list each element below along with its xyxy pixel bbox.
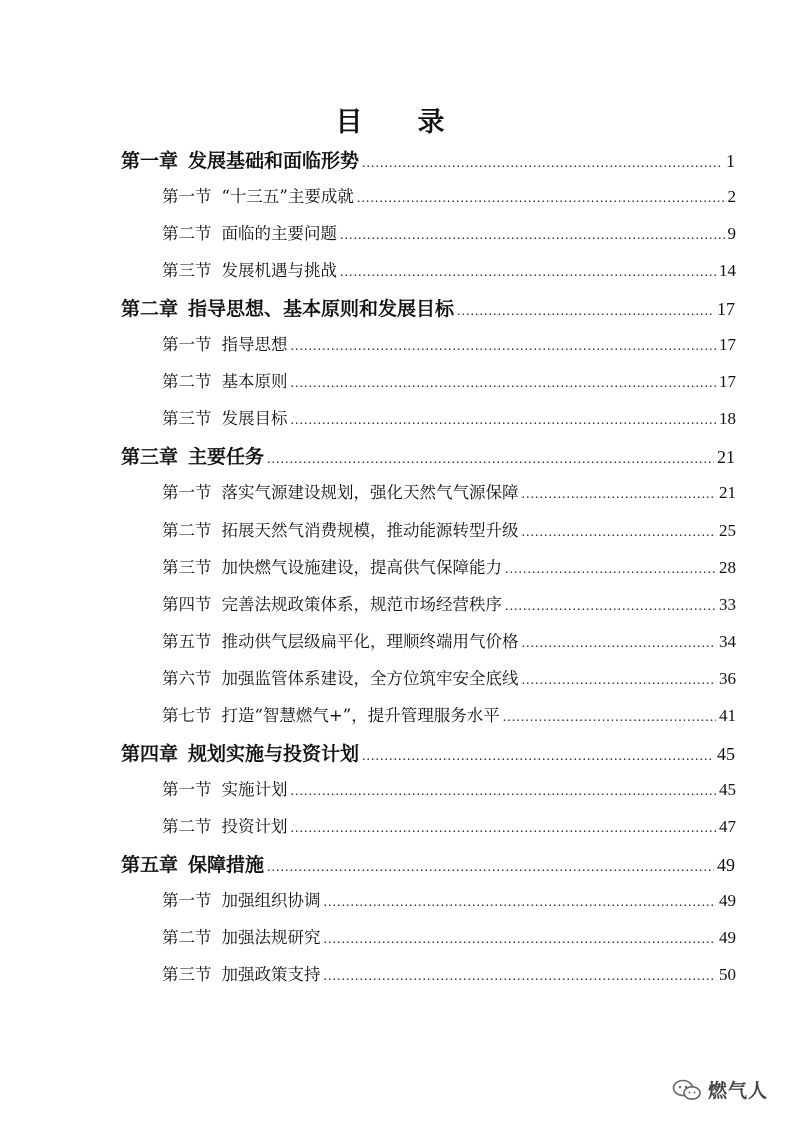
toc-section-row — [162, 183, 736, 213]
toc-entry-label — [162, 813, 288, 837]
toc-entry-label — [162, 961, 321, 985]
section-title: 拓展天然气消费规模，推动能源转型升级 — [221, 520, 519, 540]
section-title: 加强监管体系建设，全方位筑牢安全底线 — [221, 668, 519, 688]
section-title: 面临的主要问题 — [221, 224, 337, 244]
page-number: 33 — [719, 594, 736, 614]
page-number: 25 — [719, 520, 736, 540]
dot-leader — [362, 156, 723, 172]
section-title: 投资计划 — [221, 816, 288, 836]
dot-leader — [522, 636, 717, 652]
chapter-title: 主要任务 — [188, 446, 265, 469]
page-number: 50 — [719, 965, 736, 985]
section-number: 第一节 — [162, 187, 212, 207]
dot-leader — [291, 376, 717, 392]
toc-entry-label — [121, 739, 359, 766]
dot-leader — [357, 191, 725, 207]
section-title: 落实气源建设规划，强化天然气气源保障 — [221, 483, 519, 503]
dot-leader — [267, 860, 714, 876]
chapter-number: 第二章 — [121, 298, 179, 321]
page-number: 17 — [719, 372, 736, 392]
toc-section-row — [162, 479, 736, 509]
page-number: 34 — [719, 631, 736, 651]
page-title: 目 录 — [335, 107, 459, 138]
section-number: 第二节 — [162, 928, 212, 948]
chapter-number: 第五章 — [121, 853, 179, 876]
chapter-title: 保障措施 — [188, 853, 265, 876]
toc-section-row — [162, 591, 736, 621]
dot-leader — [522, 525, 717, 541]
section-title: 推动供气层级扁平化，理顺终端用气价格 — [221, 631, 519, 651]
toc-entry-label — [121, 850, 264, 877]
dot-leader — [522, 487, 717, 503]
dot-leader — [362, 749, 714, 765]
dot-leader — [522, 673, 717, 689]
toc-entry-label — [162, 517, 519, 541]
toc-entry-label — [121, 294, 454, 321]
page-number: 1 — [726, 151, 735, 171]
section-title: 指导思想 — [221, 335, 288, 355]
watermark-text: 燃气人 — [707, 1080, 768, 1102]
toc-section-row — [162, 628, 736, 658]
page-number: 41 — [719, 705, 736, 725]
toc-section-row — [162, 924, 736, 954]
toc-entry-label — [162, 183, 354, 207]
page-number: 21 — [717, 447, 735, 468]
section-number: 第一节 — [162, 779, 212, 799]
section-number: 第一节 — [162, 335, 212, 355]
toc-section-row — [162, 554, 736, 584]
section-number: 第七节 — [162, 705, 212, 725]
page-number: 21 — [719, 483, 736, 503]
wechat-icon — [672, 1079, 702, 1101]
toc-entry-label — [162, 368, 288, 392]
toc-entry-label — [162, 331, 288, 355]
dot-leader — [340, 265, 716, 281]
section-number: 第六节 — [162, 668, 212, 688]
toc-entry-label — [162, 887, 321, 911]
section-title: 加强政策支持 — [221, 965, 321, 985]
dot-leader — [324, 932, 717, 948]
watermark — [672, 1076, 768, 1103]
toc-entry-label — [162, 554, 502, 578]
toc-chapter-row — [121, 294, 735, 324]
page-number: 36 — [719, 668, 736, 688]
dot-leader — [291, 339, 717, 355]
dot-leader — [267, 452, 714, 468]
toc-entry-label — [162, 257, 337, 281]
chapter-number: 第三章 — [121, 446, 179, 469]
toc-chapter-row — [121, 146, 735, 176]
dot-leader — [505, 599, 716, 615]
toc-section-row — [162, 813, 736, 843]
toc-section-row — [162, 405, 736, 435]
dot-leader — [324, 969, 717, 985]
section-title: 发展机遇与挑战 — [221, 261, 337, 281]
dot-leader — [340, 228, 725, 244]
toc-section-row — [162, 220, 736, 250]
page-number: 17 — [717, 299, 735, 320]
section-number: 第五节 — [162, 631, 212, 651]
section-number: 第二节 — [162, 372, 212, 392]
toc-section-row — [162, 776, 736, 806]
section-number: 第二节 — [162, 816, 212, 836]
section-number: 第二节 — [162, 520, 212, 540]
section-title: 加强法规研究 — [221, 928, 321, 948]
toc-section-row — [162, 517, 736, 547]
section-title: 完善法规政策体系，规范市场经营秩序 — [221, 594, 502, 614]
section-number: 第一节 — [162, 891, 212, 910]
page-number: 14 — [719, 261, 736, 281]
toc-entry-label — [162, 405, 288, 429]
section-number: 第三节 — [162, 409, 212, 429]
dot-leader — [505, 562, 716, 578]
chapter-number: 第一章 — [121, 150, 179, 172]
toc-entry-label — [162, 220, 337, 244]
section-title: 发展目标 — [221, 409, 288, 429]
page-number: 18 — [719, 409, 736, 429]
toc-entry-label — [162, 924, 321, 948]
dot-leader — [457, 304, 714, 320]
toc-chapter-row — [121, 739, 735, 769]
section-number: 第三节 — [162, 261, 212, 281]
chapter-title: 规划实施与投资计划 — [188, 742, 360, 765]
section-title: 基本原则 — [221, 372, 288, 392]
section-number: 第一节 — [162, 483, 212, 503]
section-number: 第二节 — [162, 224, 212, 244]
toc-entry-label — [162, 479, 519, 503]
toc-entry-label — [162, 628, 519, 652]
section-title: 实施计划 — [221, 779, 288, 799]
dot-leader — [324, 895, 717, 911]
section-number: 第四节 — [162, 594, 212, 614]
toc-section-row — [162, 961, 736, 991]
toc-section-row — [162, 702, 736, 732]
page-number: 28 — [719, 557, 736, 577]
dot-leader — [291, 413, 717, 429]
page-number: 49 — [717, 854, 735, 875]
section-title: “十三五”主要成就 — [221, 187, 354, 207]
page-number: 2 — [727, 187, 736, 207]
section-title: 加快燃气设施建设，提高供气保障能力 — [221, 557, 502, 577]
page-number: 49 — [719, 891, 736, 910]
section-title: 加强组织协调 — [221, 891, 321, 910]
section-title: 打造“智慧燃气+”，提升管理服务水平 — [221, 705, 500, 725]
toc-chapter-row — [121, 850, 735, 880]
toc-entry-label — [162, 776, 288, 800]
page-number: 45 — [719, 779, 736, 799]
page-number: 9 — [727, 224, 736, 244]
page-number: 47 — [719, 816, 736, 836]
page-number: 45 — [717, 743, 735, 764]
section-number: 第三节 — [162, 557, 212, 577]
section-number: 第三节 — [162, 965, 212, 985]
chapter-title: 指导思想、基本原则和发展目标 — [188, 298, 455, 321]
dot-leader — [503, 710, 716, 726]
page-number: 49 — [719, 928, 736, 948]
toc-section-row — [162, 665, 736, 695]
toc-section-row — [162, 887, 736, 917]
dot-leader — [291, 784, 717, 800]
toc-section-row — [162, 257, 736, 287]
toc-chapter-row — [121, 442, 735, 472]
toc-section-row — [162, 368, 736, 398]
page-number: 17 — [719, 335, 736, 355]
toc-entry-label — [162, 665, 519, 689]
chapter-title: 发展基础和面临形势 — [188, 150, 360, 172]
toc-section-row — [162, 331, 736, 361]
toc-entry-label — [162, 591, 502, 615]
toc-entry-label — [162, 702, 500, 726]
toc-entry-label — [121, 146, 359, 173]
chapter-number: 第四章 — [121, 742, 179, 765]
toc-entry-label — [121, 442, 264, 469]
dot-leader — [291, 821, 717, 837]
